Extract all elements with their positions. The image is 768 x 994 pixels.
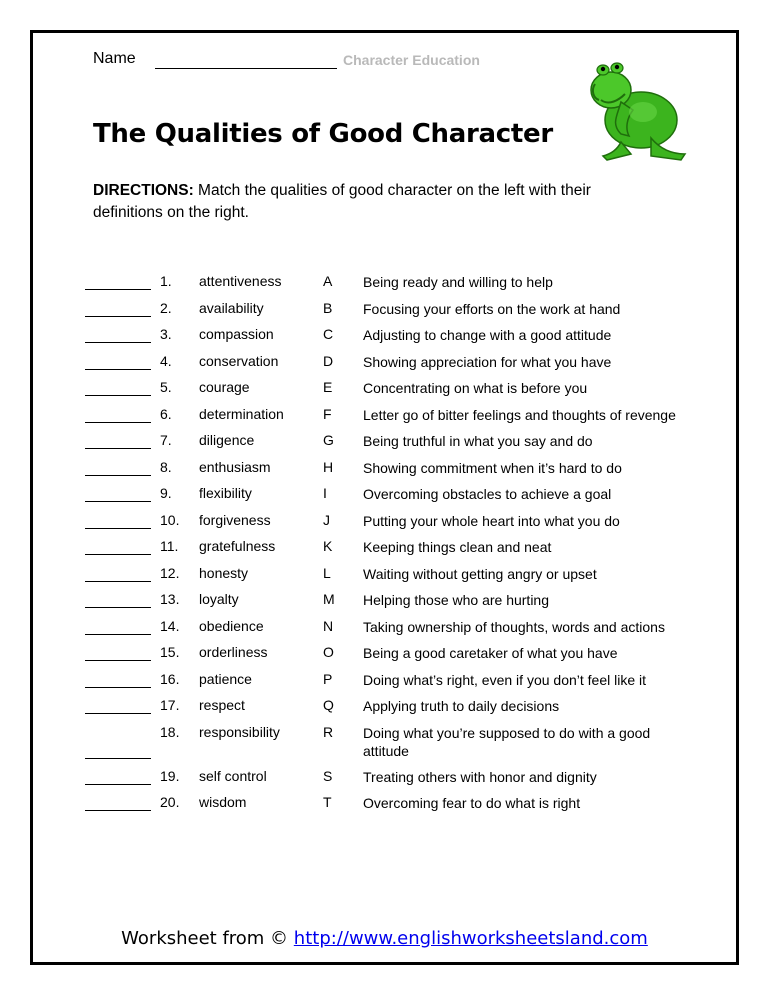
item-number: 16. [160,670,180,687]
frog-thinking-icon [581,50,691,162]
definition-letter: K [323,538,333,554]
definition-letter: L [323,564,331,581]
definition-letter: I [323,485,327,501]
directions-label: DIRECTIONS: [93,182,194,199]
item-number: 8. [160,458,172,475]
quality-word: wisdom [199,794,247,810]
answer-blank[interactable] [85,758,151,759]
definition-text: Showing commitment when it’s hard to do [363,459,622,476]
item-number: 1. [160,273,172,289]
answer-blank[interactable] [85,660,151,661]
match-row [33,510,736,537]
item-number: 15. [160,644,180,660]
quality-word: compassion [199,326,274,342]
match-row [33,589,736,616]
quality-word: self control [199,767,267,784]
definition-text: Letter go of bitter feelings and thoughts of revenge [363,406,676,423]
definition-letter: H [323,458,334,475]
definition-letter: F [323,405,332,422]
definition-letter: G [323,432,334,448]
definition-letter: P [323,670,333,687]
definition-text: Waiting without getting angry or upset [363,565,597,582]
definition-letter: A [323,273,333,289]
definition-text: Applying truth to daily decisions [363,698,560,714]
match-row [33,298,736,325]
quality-word: availability [199,299,264,316]
definition-text: Showing appreciation for what you have [363,353,612,370]
answer-blank[interactable] [85,528,151,529]
definition-letter: C [323,326,334,342]
quality-word: loyalty [199,591,239,607]
definition-text: Doing what you’re supposed to do with a good attitude [363,724,651,759]
footer [33,928,736,949]
name-label: Name [93,50,136,67]
quality-word: attentiveness [199,273,282,289]
definition-text: Being truthful in what you say and do [363,433,593,449]
matching-list [33,271,736,819]
quality-word: conservation [199,352,279,369]
definition-text: Taking ownership of thoughts, words and actions [363,618,665,635]
item-number: 7. [160,432,172,448]
worksheet-page [30,30,739,965]
answer-blank[interactable] [85,634,151,635]
item-number: 14. [160,617,180,634]
subject-label: Character Education [343,52,480,68]
quality-word: gratefulness [199,538,276,554]
match-row [33,695,736,722]
quality-word: patience [199,670,252,687]
definition-letter: R [323,723,334,740]
footer-link[interactable]: http://www.englishworksheetsland.com [293,928,648,949]
quality-word: obedience [199,617,264,634]
page-title: The Qualities of Good Character [93,119,553,149]
definition-text: Overcoming obstacles to achieve a goal [363,486,612,502]
answer-blank[interactable] [85,607,151,608]
answer-blank[interactable] [85,810,151,811]
match-row [33,563,736,590]
match-row [33,271,736,298]
answer-blank[interactable] [85,316,151,317]
definition-letter: D [323,352,334,369]
match-row [33,351,736,378]
answer-blank[interactable] [85,369,151,370]
quality-word: enthusiasm [199,458,271,475]
name-blank-line[interactable] [155,68,337,69]
answer-blank[interactable] [85,501,151,502]
item-number: 6. [160,405,172,422]
quality-word: determination [199,405,284,422]
definition-letter: E [323,379,333,395]
definition-text: Overcoming fear to do what is right [363,795,581,811]
definition-text: Concentrating on what is before you [363,380,588,396]
item-number: 5. [160,379,172,395]
answer-blank[interactable] [85,395,151,396]
definition-text: Keeping things clean and neat [363,539,552,555]
match-row [33,324,736,351]
answer-blank[interactable] [85,713,151,714]
definition-text: Doing what’s right, even if you don’t feel like it [363,671,647,688]
definition-letter: M [323,591,335,607]
quality-word: responsibility [199,723,280,740]
definition-letter: N [323,617,334,634]
answer-blank[interactable] [85,687,151,688]
item-number: 13. [160,591,180,607]
answer-blank[interactable] [85,581,151,582]
item-number: 19. [160,767,180,784]
match-row [33,766,736,793]
item-number: 10. [160,511,180,528]
directions-text: Match the qualities of good character on the left with their definitions on the right. [93,182,591,221]
item-number: 18. [160,723,180,740]
directions [93,180,653,224]
item-number: 9. [160,485,172,501]
answer-blank[interactable] [85,448,151,449]
definition-letter: T [323,794,332,810]
answer-blank[interactable] [85,784,151,785]
match-row [33,377,736,404]
match-row [33,483,736,510]
definition-text: Helping those who are hurting [363,592,550,608]
item-number: 20. [160,794,180,810]
quality-word: respect [199,697,245,713]
answer-blank[interactable] [85,289,151,290]
match-row [33,536,736,563]
definition-letter: Q [323,697,334,713]
quality-word: flexibility [199,485,252,501]
item-number: 12. [160,564,180,581]
match-row [33,457,736,484]
answer-blank[interactable] [85,554,151,555]
answer-blank[interactable] [85,475,151,476]
definition-letter: B [323,299,333,316]
match-row [33,404,736,431]
match-row [33,616,736,643]
quality-word: diligence [199,432,255,448]
quality-word: orderliness [199,644,268,660]
definition-text: Being ready and willing to help [363,274,553,290]
item-number: 17. [160,697,180,713]
definition-text: Focusing your efforts on the work at hand [363,300,621,317]
definition-text: Being a good caretaker of what you have [363,645,618,661]
item-number: 3. [160,326,172,342]
item-number: 2. [160,299,172,316]
definition-text: Adjusting to change with a good attitude [363,327,612,343]
definition-text: Treating others with honor and dignity [363,768,597,785]
match-row [33,642,736,669]
match-row [33,430,736,457]
answer-blank[interactable] [85,342,151,343]
match-row [33,722,736,766]
match-row [33,669,736,696]
footer-credit: Worksheet from © [121,928,294,949]
match-row [33,792,736,819]
quality-word: forgiveness [199,511,271,528]
item-number: 11. [160,538,179,554]
answer-blank[interactable] [85,422,151,423]
quality-word: honesty [199,564,249,581]
definition-letter: J [323,511,330,528]
definition-letter: S [323,767,333,784]
definition-text: Putting your whole heart into what you do [363,512,620,529]
item-number: 4. [160,352,172,369]
quality-word: courage [199,379,250,395]
definition-letter: O [323,644,334,660]
